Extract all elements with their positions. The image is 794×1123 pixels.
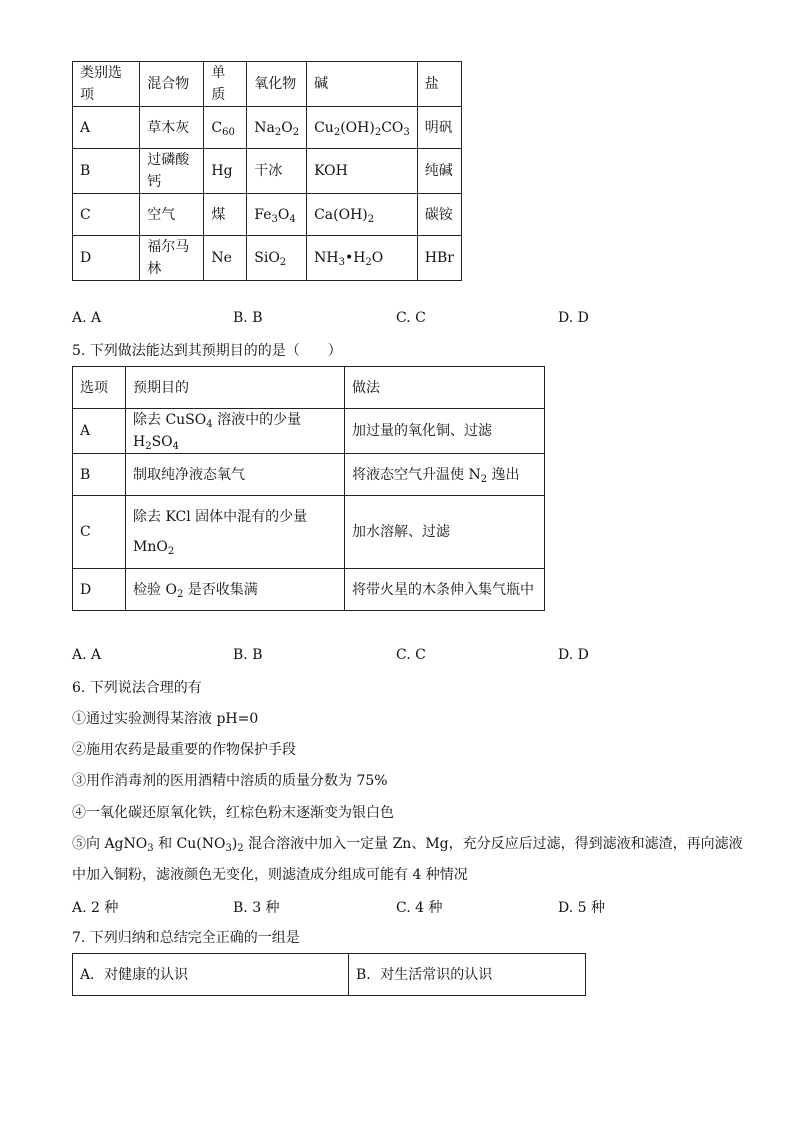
q7-cell-b: B．对生活常识的认识 (349, 954, 586, 996)
option-cell: C (73, 194, 140, 236)
element-cell: Hg (204, 149, 247, 194)
choice-d[interactable]: D. D (558, 310, 589, 326)
q6-statement: ④一氧化碳还原氧化铁，红棕色粉末逐渐变为银白色 (72, 805, 394, 821)
table-row (73, 569, 545, 611)
purpose-cell: 除去 KCl 固体中混有的少量 MnO$_2$ (126, 496, 345, 569)
option-cell: B (73, 454, 126, 496)
mixture-cell: 草木灰 (140, 107, 204, 149)
oxide-cell: SiO$_2$ (247, 236, 307, 281)
salt-cell: 明矾 (417, 107, 461, 149)
choice-c[interactable]: C. 4 种 (396, 900, 443, 916)
mixture-cell: 福尔马林 (140, 236, 204, 281)
table-row (73, 954, 586, 996)
classification-table (72, 61, 462, 281)
choice-a[interactable]: A. A (72, 647, 102, 663)
element-cell: Ne (204, 236, 247, 281)
salt-cell: 碳铵 (417, 194, 461, 236)
option-cell: A (73, 107, 140, 149)
choice-b[interactable]: B. 3 种 (233, 900, 280, 916)
method-cell: 将带火星的木条伸入集气瓶中 (345, 569, 545, 611)
q6-statement: ⑤向 AgNO$_3$ 和 $Cu(NO_3)_2$ 混合溶液中加入一定量 Zn、Mg，充分反应后过滤，得到滤液和滤渣，再向滤液 (72, 836, 743, 854)
choice-c[interactable]: C. C (396, 310, 426, 326)
table-row (73, 496, 545, 569)
table-row (73, 194, 462, 236)
oxide-cell: 干冰 (247, 149, 307, 194)
element-cell: $C_{60}$ (204, 107, 247, 149)
q6-options (72, 897, 632, 917)
option-cell: D (73, 569, 126, 611)
salt-cell: HBr (417, 236, 461, 281)
choice-b[interactable]: B. B (233, 310, 263, 326)
q6-statement: ③用作消毒剂的医用酒精中溶质的质量分数为 75% (72, 773, 388, 789)
element-cell: 煤 (204, 194, 247, 236)
method-cell: 加水溶解、过滤 (345, 496, 545, 569)
option-cell: D (73, 236, 140, 281)
header-cell: 氧化物 (247, 62, 307, 107)
base-cell: $NH_3•H_2O$ (307, 236, 418, 281)
table-row (73, 236, 462, 281)
header-cell: 做法 (345, 367, 545, 409)
base-cell: $Ca(OH)_2$ (307, 194, 418, 236)
choice-a[interactable]: A. 2 种 (72, 900, 119, 916)
mixture-cell: 过磷酸钙 (140, 149, 204, 194)
table-header-row (73, 62, 462, 107)
salt-cell: 纯碱 (417, 149, 461, 194)
header-cell: 类别选项 (73, 62, 140, 107)
table-row (73, 409, 545, 454)
q7-cell-a: A．对健康的认识 (73, 954, 349, 996)
oxide-cell: $Na_2O_2$ (247, 107, 307, 149)
q5-table (72, 366, 545, 611)
q6-stem: 6. 下列说法合理的有 (72, 680, 202, 696)
option-cell: C (73, 496, 126, 569)
table-row (73, 149, 462, 194)
header-cell: 混合物 (140, 62, 204, 107)
purpose-cell: 除去 CuSO$_4$ 溶液中的少量 $H_2SO_4$ (126, 409, 345, 454)
table-row (73, 454, 545, 496)
base-cell: KOH (307, 149, 418, 194)
option-cell: B (73, 149, 140, 194)
method-cell: 加过量的氧化铜、过滤 (345, 409, 545, 454)
purpose-cell: 检验 $O_2$ 是否收集满 (126, 569, 345, 611)
header-cell: 预期目的 (126, 367, 345, 409)
header-cell: 选项 (73, 367, 126, 409)
q7-table (72, 953, 586, 996)
choice-a[interactable]: A. A (72, 310, 102, 326)
method-cell: 将液态空气升温使 $N_2$ 逸出 (345, 454, 545, 496)
q7-stem: 7. 下列归纳和总结完全正确的一组是 (72, 930, 300, 946)
base-cell: $Cu_2(OH)_2CO_3$ (307, 107, 418, 149)
q5-stem: 5. 下列做法能达到其预期目的的是（ ） (72, 343, 342, 359)
q6-statement: ①通过实验测得某溶液 pH=0 (72, 711, 259, 727)
header-cell: 碱 (307, 62, 418, 107)
q4-options (72, 310, 632, 330)
choice-d[interactable]: D. D (558, 647, 589, 663)
q6-statement: ②施用农药是最重要的作物保护手段 (72, 742, 296, 758)
oxide-cell: $Fe_3O_4$ (247, 194, 307, 236)
choice-b[interactable]: B. B (233, 647, 263, 663)
purpose-cell: 制取纯净液态氧气 (126, 454, 345, 496)
choice-d[interactable]: D. 5 种 (558, 900, 605, 916)
header-cell: 单质 (204, 62, 247, 107)
choice-c[interactable]: C. C (396, 647, 426, 663)
table-header-row (73, 367, 545, 409)
mixture-cell: 空气 (140, 194, 204, 236)
table-row (73, 107, 462, 149)
q5-options (72, 647, 632, 667)
q6-statement-continued: 中加入铜粉，滤液颜色无变化，则滤渣成分组成可能有 4 种情况 (72, 867, 468, 883)
option-cell: A (73, 409, 126, 454)
header-cell: 盐 (417, 62, 461, 107)
